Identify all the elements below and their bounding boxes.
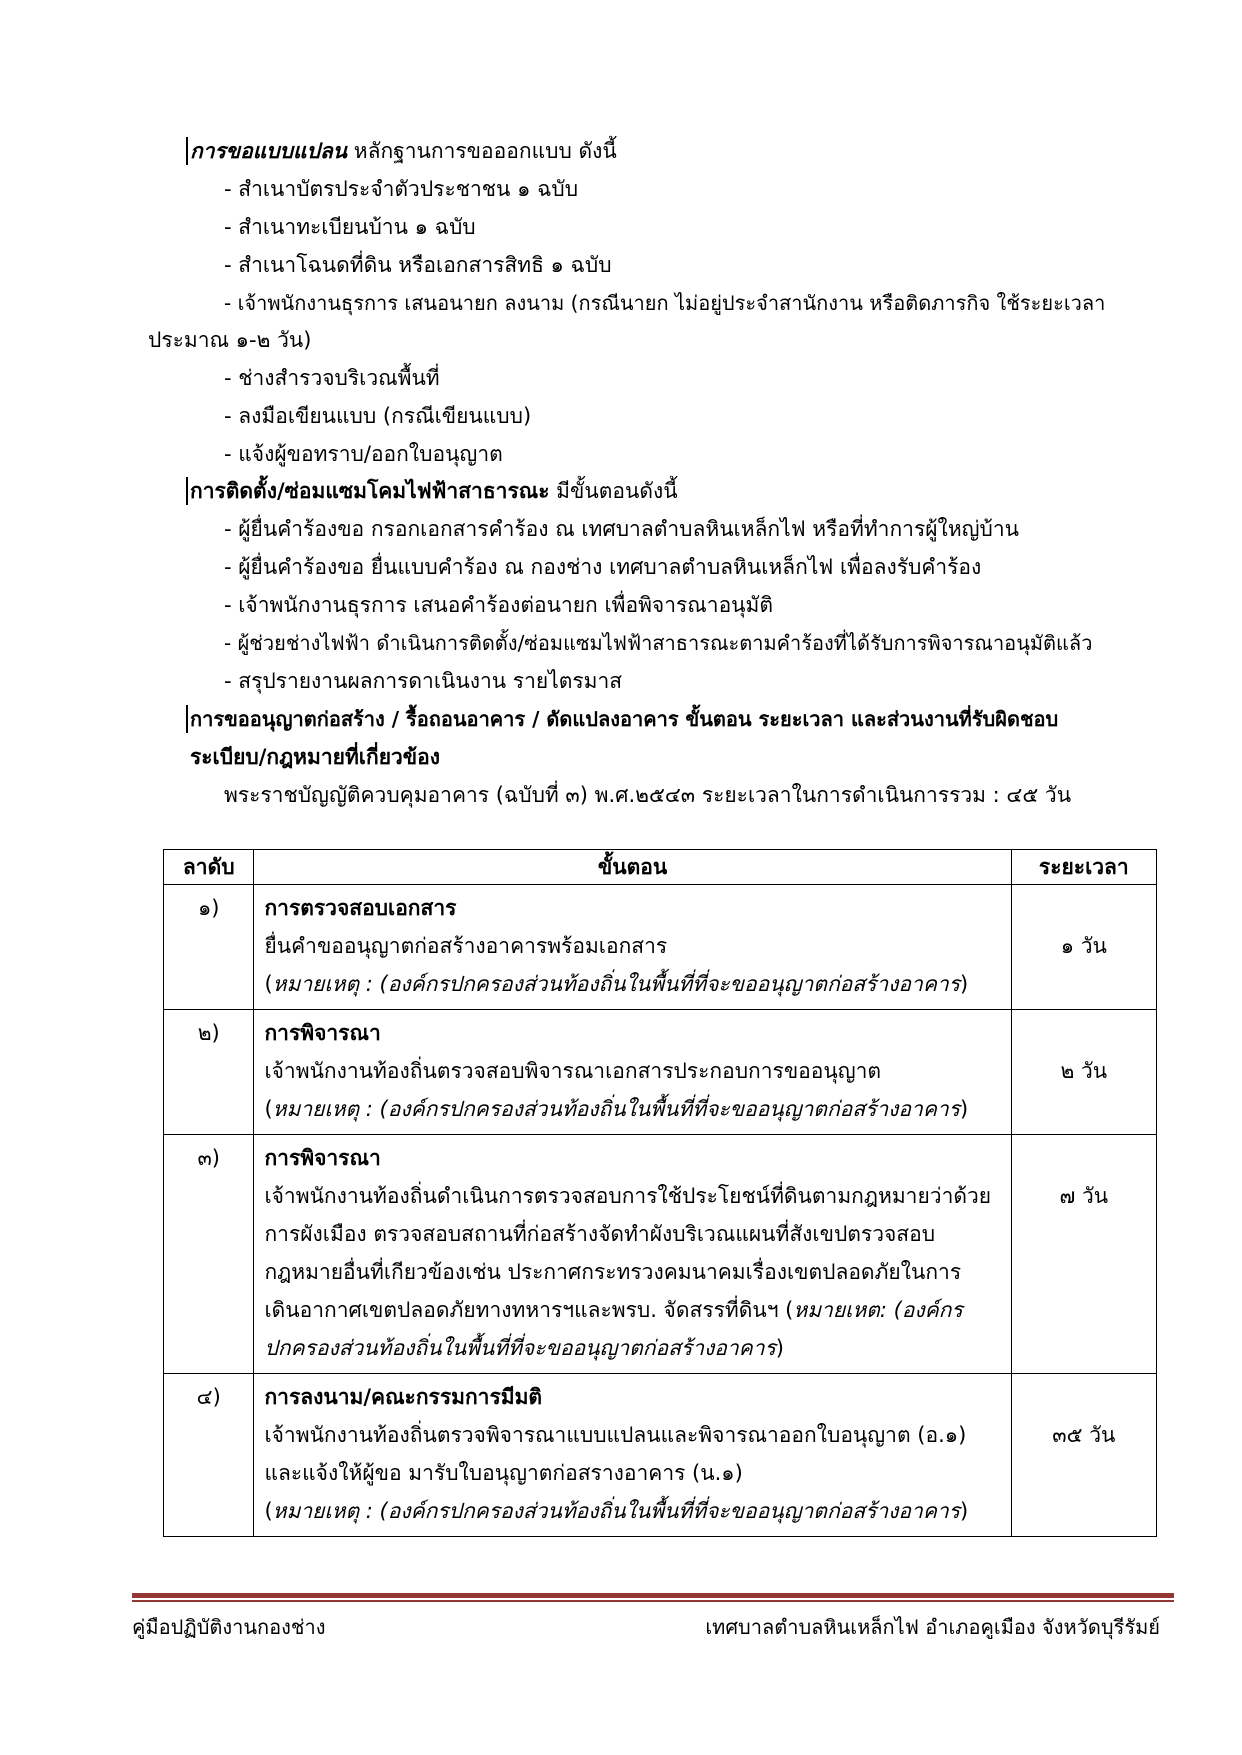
section-marker (186, 477, 188, 505)
list-item: - ผู้ช่วยช่างไฟฟ้า ดำเนินการติดตั้ง/ซ่อมแซมไฟฟ้าสาธารณะตามคำร้องที่ได้รับการพิจารณาอนุมัติแล้ว (224, 631, 1093, 655)
row-step (254, 1135, 1011, 1374)
step-title: การตรวจสอบเอกสาร (264, 896, 457, 920)
step-note (264, 1329, 1000, 1367)
note-text: หมายเหตุ : (องค์กรปกครองส่วนท้องถิ่นในพื้นที่ที่จะขออนุญาตก่อสร้างอาคาร (272, 1499, 960, 1523)
step-detail-line: เจ้าพนักงานท้องถิ่นดำเนินการตรวจสอบการใช้ประโยชน์ที่ดินตามกฎหมายว่าด้วย (264, 1184, 992, 1208)
permit-steps-table (163, 849, 1157, 1537)
row-number: ๓) (164, 1135, 254, 1374)
step-note (264, 1492, 1000, 1530)
section-design-heading: การขอแบบแปลน (190, 139, 348, 163)
note-text: หมายเหตุ : (องค์กรปกครองส่วนท้องถิ่นในพื้นที่ที่จะขออนุญาตก่อสร้างอาคาร (272, 972, 960, 996)
law-reference: พระราชบัญญัติควบคุมอาคาร (ฉบับที่ ๓) พ.ศ.๒๕๔๓ ระยะเวลาในการดำเนินการรวม : ๔๕ วัน (224, 783, 1072, 807)
footer-rule (132, 1593, 1174, 1598)
section-permit-subheading: ระเบียบ/กฎหมายที่เกี่ยวข้อง (190, 745, 441, 769)
row-duration: ๗ วัน (1011, 1135, 1156, 1374)
footer-rule-thin (132, 1600, 1174, 1602)
table-row (164, 1010, 1157, 1135)
list-item: - สำเนาโฉนดที่ดิน หรือเอกสารสิทธิ ๑ ฉบับ (224, 253, 612, 277)
note-close: ) (959, 1499, 969, 1523)
section-marker (186, 705, 188, 733)
step-detail-line: และแจ้งให้ผู้ขอ มารับใบอนุญาตก่อสรางอาคาร (น.๑) (264, 1461, 743, 1485)
note-open: ( (264, 1097, 273, 1121)
list-item: - ลงมือเขียนแบบ (กรณีเขียนแบบ) (224, 404, 532, 428)
list-item: - เจ้าพนักงานธุรการ เสนอนายก ลงนาม (กรณีนายก ไม่อยู่ประจำสานักงาน หรือติดภารกิจ ใช้ระยะเวลา (224, 291, 1106, 315)
row-number: ๒) (164, 1010, 254, 1135)
section-streetlight-intro: มีขั้นตอนดังนี้ (556, 479, 678, 503)
list-item: - สำเนาทะเบียนบ้าน ๑ ฉบับ (224, 215, 476, 239)
step-title: การลงนาม/คณะกรรมการมีมติ (264, 1385, 543, 1409)
step-detail-line: การผังเมือง ตรวจสอบสถานที่ก่อสร้างจัดทำผังบริเวณแผนที่สังเขปตรวจสอบ (264, 1222, 936, 1246)
list-item: - ช่างสำรวจบริเวณพื้นที่ (224, 366, 440, 390)
row-step (254, 885, 1011, 1010)
step-detail-line: เจ้าพนักงานท้องถิ่นตรวจพิจารณาแบบแปลนและพิจารณาออกใบอนุญาต (อ.๑) (264, 1423, 967, 1447)
step-detail: เจ้าพนักงานท้องถิ่นตรวจสอบพิจารณาเอกสารประกอบการขออนุญาต (264, 1059, 882, 1083)
section-permit-heading: การขออนุญาตก่อสร้าง / รื้อถอนอาคาร / ดัดแปลงอาคาร ขั้นตอน ระยะเวลา และส่วนงานที่รับผิดชอบ (190, 707, 1059, 731)
column-header-step: ขั้นตอน (254, 850, 1011, 885)
step-title: การพิจารณา (264, 1146, 381, 1170)
note-close: ) (959, 972, 969, 996)
table-row (164, 1374, 1157, 1537)
list-item: - ผู้ยื่นคำร้องขอ ยื่นแบบคำร้อง ณ กองช่าง เทศบาลตำบลหินเหล็กไฟ เพื่อลงรับคำร้อง (224, 555, 982, 579)
list-item-continuation: ประมาณ ๑-๒ วัน) (148, 328, 312, 352)
step-note (264, 965, 1000, 1003)
section-design-heading-line (190, 136, 617, 166)
footer-right-text: เทศบาลตำบลหินเหล็กไฟ อำเภอคูเมือง จังหวัดบุรีรัมย์ (705, 1615, 1160, 1639)
list-item: - ผู้ยื่นคำร้องขอ กรอกเอกสารคำร้อง ณ เทศบาลตำบลหินเหล็กไฟ หรือที่ทำการผู้ใหญ่บ้าน (224, 517, 1020, 541)
list-item: - แจ้งผู้ขอทราบ/ออกใบอนุญาต (224, 442, 503, 466)
row-duration: ๑ วัน (1011, 885, 1156, 1010)
note-text: หมายเหตุ : (องค์กรปกครองส่วนท้องถิ่นในพื้นที่ที่จะขออนุญาตก่อสร้างอาคาร (272, 1097, 960, 1121)
section-design-intro: หลักฐานการขอออกแบบ ดังนี้ (353, 139, 617, 163)
step-detail: ยื่นคำขออนุญาตก่อสร้างอาคารพร้อมเอกสาร (264, 934, 668, 958)
table-header-row (164, 850, 1157, 885)
note-close: ) (775, 1336, 784, 1360)
column-header-no: ลาดับ (164, 850, 254, 885)
list-item: - สรุปรายงานผลการดาเนินงาน รายไตรมาส (224, 669, 623, 693)
row-duration: ๓๕ วัน (1011, 1374, 1156, 1537)
row-number: ๑) (164, 885, 254, 1010)
section-streetlight-heading-line (190, 476, 678, 506)
step-detail-line (264, 1291, 1000, 1329)
row-number: ๔) (164, 1374, 254, 1537)
step-title: การพิจารณา (264, 1021, 381, 1045)
note-open: ( (264, 972, 273, 996)
note-text: ปกครองส่วนท้องถิ่นในพื้นที่ที่จะขออนุญาตก่อสร้างอาคาร (264, 1336, 776, 1360)
list-item: - สำเนาบัตรประจำตัวประชาชน ๑ ฉบับ (224, 177, 579, 201)
step-note (264, 1090, 1000, 1128)
list-item: - เจ้าพนักงานธุรการ เสนอคำร้องต่อนายก เพื่อพิจารณาอนุมัติ (224, 593, 774, 617)
row-duration: ๒ วัน (1011, 1010, 1156, 1135)
footer-left-text: คู่มือปฏิบัติงานกองช่าง (132, 1615, 326, 1639)
column-header-time: ระยะเวลา (1011, 850, 1156, 885)
section-streetlight-heading: การติดตั้ง/ซ่อมแซมโคมไฟฟ้าสาธารณะ (190, 479, 550, 503)
note-text: หมายเหต: (องค์กร (793, 1298, 963, 1322)
step-detail-line: กฎหมายอื่นที่เกียวข้องเช่น ประกาศกระทรวงคมนาคมเรื่องเขตปลอดภัยในการ (264, 1260, 962, 1284)
row-step (254, 1010, 1011, 1135)
step-detail-text: เดินอากาศเขตปลอดภัยทางทหารฯและพรบ. จัดสรรที่ดินฯ ( (264, 1298, 794, 1322)
note-close: ) (959, 1097, 969, 1121)
section-marker (186, 137, 188, 165)
note-open: ( (264, 1499, 273, 1523)
table-row (164, 1135, 1157, 1374)
table-row (164, 885, 1157, 1010)
row-step (254, 1374, 1011, 1537)
